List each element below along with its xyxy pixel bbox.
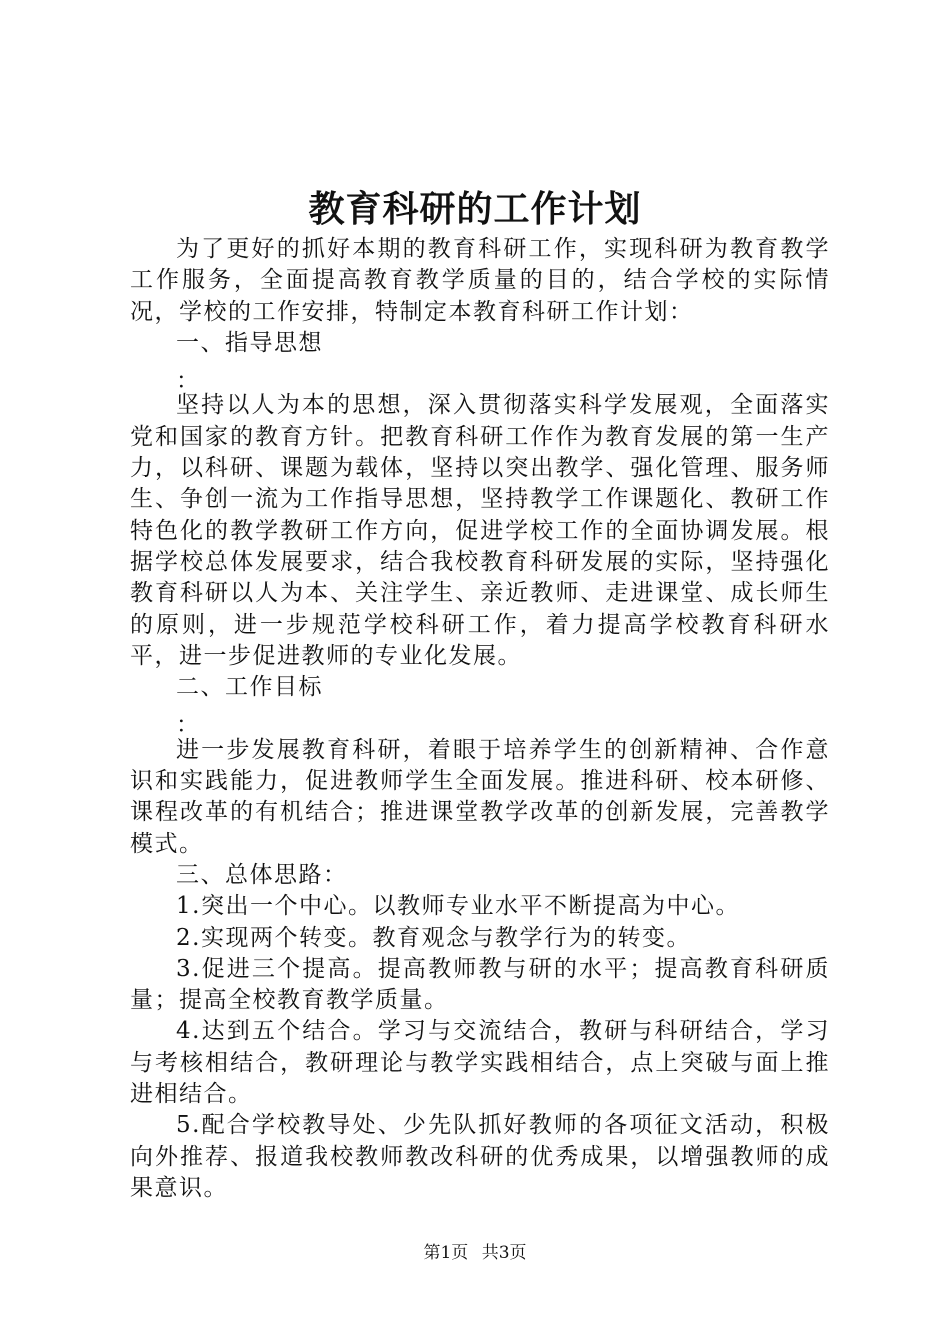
guiding-ideology-paragraph: 坚持以人为本的思想，深入贯彻落实科学发展观，全面落实党和国家的教育方针。把教育科研工作作为教育发展的第一生产力，以科研、课题为载体，坚持以突出教学、强化管理、服务师生、争创一流为工作指导思想，坚持教学工作课题化、教研工作特色化的教学教研工作方向，促进学校工作的全面协调发展。根据学校总体发展要求，结合我校教育科研发展的实际，坚持强化教育科研以人为本、关注学生、亲近教师、走进课堂、成长师生的原则，进一步规范学校科研工作，着力提高学校教育科研水平，进一步促进教师的专业化发展。 — [130, 392, 830, 669]
document-body — [130, 234, 830, 1204]
list-item: 4.达到五个结合。学习与交流结合，教研与科研结合，学习与考核相结合，教研理论与教学实践相结合，点上突破与面上推进相结合。 — [130, 1018, 830, 1108]
page-number: 第1页 — [423, 1243, 469, 1263]
list-item: 3.促进三个提高。提高教师教与研的水平；提高教育科研质量；提高全校教育教学质量。 — [130, 955, 830, 1014]
section-colon: ： — [176, 712, 201, 739]
list-item: 5.配合学校教导处、少先队抓好教师的各项征文活动，积极向外推荐、报道我校教师教改科研的优秀成果，以增强教师的成果意识。 — [130, 1112, 830, 1201]
section-heading-overall-approach: 三、总体思路： — [176, 861, 348, 888]
page-footer — [0, 1241, 950, 1265]
list-item: 2.实现两个转变。教育观念与教学行为的转变。 — [176, 924, 691, 951]
intro-paragraph: 为了更好的抓好本期的教育科研工作，实现科研为教育教学工作服务，全面提高教育教学质量的目的，结合学校的实际情况，学校的工作安排，特制定本教育科研工作计划： — [130, 236, 830, 325]
section-heading-work-goals: 二、工作目标 — [176, 674, 323, 701]
section-heading-guiding-ideology: 一、指导思想 — [176, 329, 323, 356]
document-title: 教育科研的工作计划 — [308, 188, 642, 230]
work-goals-paragraph: 进一步发展教育科研，着眼于培养学生的创新精神、合作意识和实践能力，促进教师学生全面发展。推进科研、校本研修、课程改革的有机结合；推进课堂教学改革的创新发展，完善教学模式。 — [130, 736, 830, 857]
section-colon: ： — [176, 368, 201, 395]
list-item: 1.突出一个中心。以教师专业水平不断提高为中心。 — [176, 893, 740, 920]
page-total: 共3页 — [481, 1243, 527, 1263]
